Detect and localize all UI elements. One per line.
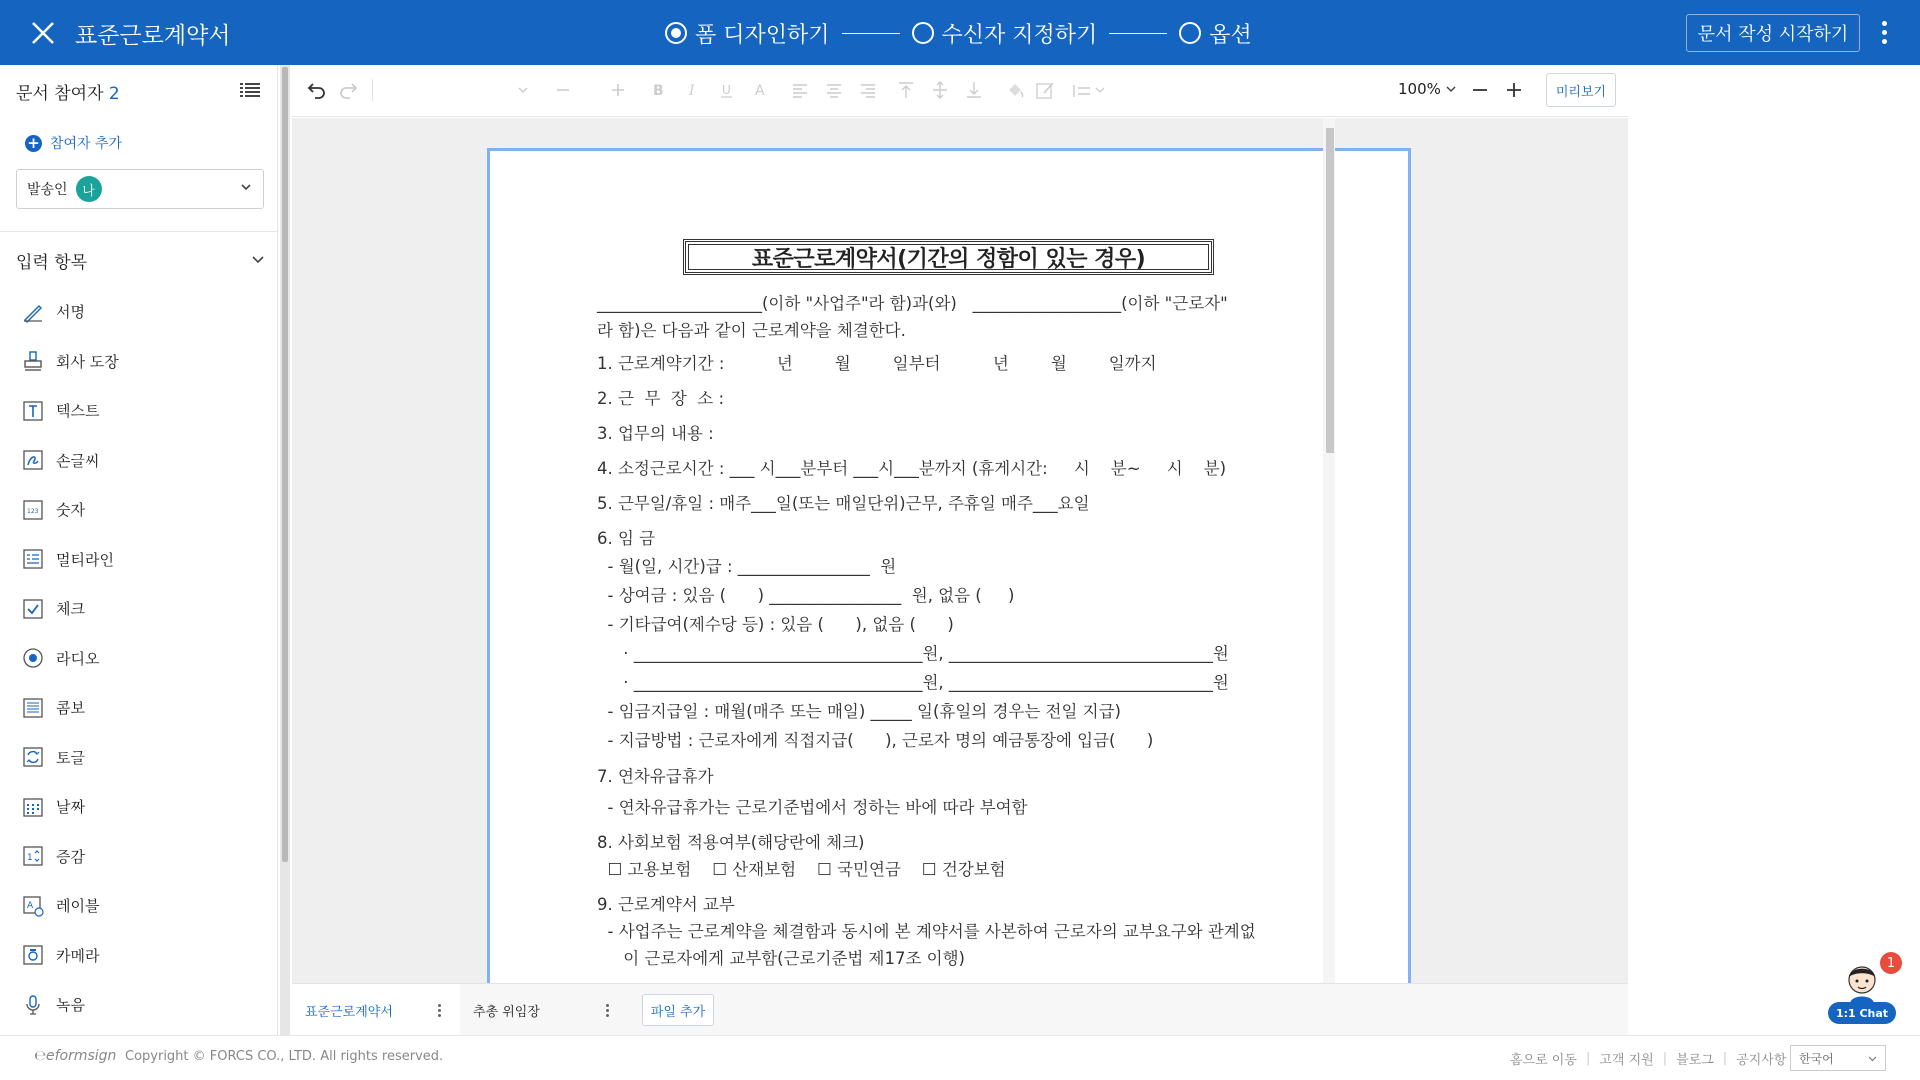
file-tab-bar [292,983,1628,1035]
eformsign-logo[interactable] [34,1048,116,1064]
participants-label: 문서 참여자 [16,84,104,104]
doc-line: 3. 업무의 내용 : [597,424,714,443]
italic-icon[interactable] [682,79,704,101]
doc-line: · ___________________________________원, ________________________________원 [597,644,1229,663]
scrollbar-thumb[interactable] [1326,128,1334,453]
svg-text:A: A [27,900,34,911]
input-items-heading: 입력 항목 [16,253,88,273]
scrollbar-thumb[interactable] [282,67,288,862]
number-icon [22,499,44,521]
divider: | [1722,1051,1728,1066]
handwriting-icon [22,449,44,471]
doc-line: - 임금지급일 : 매월(매주 또는 매일) _____ 일(휴일의 경우는 전일 지급) [597,702,1121,721]
zoom-out-icon[interactable] [1469,79,1491,101]
valign-top-icon[interactable] [895,79,917,101]
svg-text:I: I [689,83,695,99]
footer-link-home[interactable]: 홈으로 이동 [1510,1053,1577,1068]
date-icon [22,796,44,818]
participants-heading [16,79,120,104]
svg-text:1: 1 [27,853,33,864]
chevron-down-icon [1445,83,1457,95]
right-panel [1628,65,1920,1035]
line-style-icon[interactable] [1070,79,1110,101]
border-color-icon[interactable] [1034,79,1056,101]
start-document-button[interactable]: 문서 작성 시작하기 [1686,14,1860,52]
align-center-icon[interactable] [823,79,845,101]
left-sidebar [0,65,278,1035]
underline-icon[interactable] [716,79,738,101]
chevron-down-icon [241,182,251,192]
logo-text: eformsign [45,1048,117,1064]
doc-line: ☐ 고용보험 ☐ 산재보험 ☐ 국민연금 ☐ 건강보험 [597,860,1006,879]
doc-line: - 기타급여(제수당 등) : 있음 ( ), 없음 ( ) [597,615,954,634]
sender-label: 발송인 [27,182,68,198]
add-participant-button[interactable] [25,133,122,153]
tool-number[interactable] [0,485,278,535]
chevron-down-icon [1868,1054,1877,1063]
doc-line: - 지급방법 : 근로자에게 직접지급( ), 근로자 명의 예금통장에 입금( ) [597,731,1154,750]
canvas-scrollbar[interactable] [1323,118,1335,983]
doc-line: 라 함)은 다음과 같이 근로계약을 체결한다. [597,321,906,340]
microphone-icon [22,994,44,1016]
zoom-value: 100% [1398,80,1441,98]
tool-label: 회사 도장 [56,352,119,371]
checkbox-icon [22,598,44,620]
tool-label: 숫자 [56,501,85,520]
chat-avatar-icon [1840,960,1884,1004]
valign-middle-icon[interactable] [929,79,951,101]
multiline-icon [22,548,44,570]
tool-handwriting[interactable] [0,436,278,486]
undo-icon[interactable] [306,79,328,101]
top-bar [0,0,1920,65]
close-icon[interactable] [30,20,56,46]
step-label: 수신자 지정하기 [941,22,1098,48]
svg-text:123: 123 [27,507,39,515]
svg-text:U: U [722,83,731,97]
step-label: 옵션 [1209,22,1252,48]
radio-icon [22,647,44,669]
logo-mark-icon: ℮ [34,1048,46,1064]
step-connector [842,33,900,34]
toggle-icon [22,746,44,768]
more-options-icon[interactable] [1876,18,1892,48]
doc-line: 8. 사회보험 적용여부(해당란에 체크) [597,833,865,852]
sidebar-scrollbar[interactable] [280,65,290,1035]
bold-icon[interactable] [647,79,669,101]
align-right-icon[interactable] [857,79,879,101]
tool-label: 레이블 [56,897,100,916]
step-radio-icon [912,22,934,44]
tool-label: 멀티라인 [56,550,114,569]
stepper-icon [22,845,44,867]
tool-label: 콤보 [56,699,85,718]
chat-label: 1:1 Chat [1828,1002,1896,1024]
step-form-design[interactable] [665,18,830,49]
doc-line: 이 근로자에게 교부함(근로기준법 제17조 이행) [597,949,965,968]
doc-line: 7. 연차유급휴가 [597,767,714,786]
sender-select[interactable] [16,169,264,209]
divider [0,231,278,232]
step-connector [1109,33,1167,34]
camera-icon [22,944,44,966]
doc-line: 5. 근무일/휴일 : 매주___일(또는 매일단위)근무, 주휴일 매주___요일 [597,494,1090,513]
notification-badge: 1 [1880,952,1902,974]
stamp-icon [22,350,44,372]
doc-line: - 사업주는 근로계약을 체결함과 동시에 본 계약서를 사본하여 근로자의 교부요구와 관계없 [597,922,1256,941]
participants-count: 2 [108,84,120,104]
svg-text:A: A [755,83,765,99]
list-icon[interactable] [240,82,260,98]
doc-line: 6. 임 금 [597,529,656,548]
tool-label: 서명 [56,303,85,322]
document-body [597,290,1307,972]
plus-circle-icon: + [25,135,42,152]
add-participant-label: 참여자 추가 [50,136,123,152]
doc-line: · ___________________________________원, ________________________________원 [597,673,1229,692]
tool-label: 날짜 [56,798,85,817]
tool-label: 증감 [56,847,85,866]
svg-text:B: B [653,83,664,99]
tool-label: 텍스트 [56,402,100,421]
divider: | [1585,1051,1591,1066]
redo-icon[interactable] [337,79,359,101]
file-tab[interactable] [460,984,628,1036]
font-size-increase-icon[interactable] [607,79,629,101]
add-file-button[interactable]: 파일 추가 [642,994,714,1026]
chevron-down-icon[interactable] [512,79,534,101]
copyright: Copyright © FORCS CO., LTD. All rights reserved. [125,1049,444,1064]
language-select[interactable] [1790,1045,1886,1071]
tool-label: 라디오 [56,649,100,668]
tool-toggle[interactable] [0,733,278,783]
tool-signature[interactable] [0,287,278,337]
doc-line: - 연차유급휴가는 근로기준법에서 정하는 바에 따라 부여함 [597,798,1028,817]
tool-check[interactable] [0,584,278,634]
tool-label: 토글 [56,748,85,767]
step-active-radio-icon [665,22,687,44]
tool-label: 녹음 [56,996,85,1015]
step-radio-icon [1179,22,1201,44]
footer [0,1035,1920,1080]
document-heading: 표준근로계약서(기간의 정함이 있는 경우) [683,239,1214,275]
doc-line: 1. 근로계약기간 : 년 월 일부터 년 월 일까지 [597,354,1157,373]
doc-line: 2. 근 무 장 소 : [597,389,725,408]
chevron-down-icon[interactable] [252,253,264,265]
tool-date[interactable] [0,782,278,832]
step-recipients[interactable] [912,18,1098,49]
fill-color-icon[interactable] [1004,79,1026,101]
tool-text[interactable] [0,386,278,436]
footer-link-notice[interactable]: 공지사항 [1736,1053,1787,1068]
tool-company-stamp[interactable] [0,337,278,387]
footer-link-support[interactable]: 고객 지원 [1599,1053,1654,1068]
combo-icon [22,697,44,719]
tool-camera[interactable] [0,931,278,981]
doc-line: 9. 근로계약서 교부 [597,895,735,914]
more-vertical-icon[interactable] [606,1004,610,1018]
tool-label: 손글씨 [56,451,100,470]
footer-links [1510,1049,1786,1068]
input-tool-list [0,287,278,1030]
step-label: 폼 디자인하기 [695,22,830,48]
editor-toolbar [292,65,1628,117]
tool-combo[interactable] [0,683,278,733]
tool-label: 체크 [56,600,85,619]
file-tab[interactable] [292,984,460,1036]
file-tab-label: 표준근로계약서 [305,1004,393,1020]
tool-label-field[interactable] [0,881,278,931]
tool-radio[interactable] [0,634,278,684]
file-tab-label: 추총 위임장 [473,1004,540,1020]
tool-label: 카메라 [56,946,100,965]
valign-bottom-icon[interactable] [963,79,985,101]
language-value: 한국어 [1799,1051,1834,1066]
chat-widget[interactable] [1826,952,1898,1028]
wizard-steps [665,15,1252,51]
doc-line: ____________________(이하 "사업주"라 함)과(와) __________________(이하 "근로자" [597,294,1228,313]
footer-link-blog[interactable]: 블로그 [1676,1053,1714,1068]
signature-icon [22,301,44,323]
tool-stepper[interactable] [0,832,278,882]
zoom-in-icon[interactable] [1503,79,1525,101]
tool-multiline[interactable] [0,535,278,585]
divider: | [1662,1051,1668,1066]
zoom-select[interactable] [1398,80,1457,98]
tool-recording[interactable] [0,980,278,1030]
step-options[interactable] [1179,18,1252,49]
align-left-icon[interactable] [789,79,811,101]
font-size-decrease-icon[interactable] [552,79,574,101]
doc-line: 4. 소정근로시간 : ___ 시___분부터 ___시___분까지 (휴게시간: 시 분~ 시 분) [597,459,1227,478]
label-icon [22,895,44,917]
font-color-icon[interactable] [750,79,772,101]
doc-line: - 월(일, 시간)급 : ________________ 원 [597,557,897,576]
doc-line: - 상여금 : 있음 ( ) ________________ 원, 없음 ( ) [597,586,1015,605]
sender-avatar: 나 [76,176,102,202]
more-vertical-icon[interactable] [438,1004,442,1018]
text-icon [22,400,44,422]
toolbar-separator [372,79,373,101]
document-title: 표준근로계약서 [75,23,231,49]
preview-button[interactable]: 미리보기 [1546,73,1616,107]
